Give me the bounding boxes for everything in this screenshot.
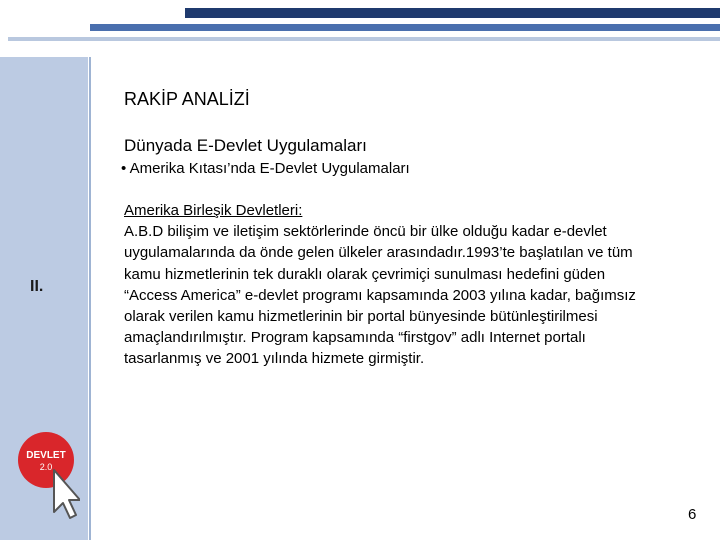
page-number: 6 xyxy=(688,506,697,523)
sidebar-divider xyxy=(89,57,91,540)
logo-text-line2: 2.0 xyxy=(39,462,53,472)
page-subtitle: Dünyada E-Devlet Uygulamaları xyxy=(124,136,367,155)
body-heading: Amerika Birleşik Devletleri: xyxy=(124,202,303,219)
body-paragraph xyxy=(124,200,644,370)
logo-text-line1: DEVLET xyxy=(26,450,66,461)
devlet-logo xyxy=(16,428,80,520)
header-bar-blue xyxy=(90,24,720,31)
section-number: II. xyxy=(30,278,44,295)
header-bar-dark xyxy=(185,8,720,18)
bullet-item: • Amerika Kıtası’nda E-Devlet Uygulamaları xyxy=(121,160,410,177)
body-content: A.B.D bilişim ve iletişim sektörlerinde öncü bir ülke olduğu kadar e-devlet uygulamalarında da önde gelen ülkeler arasındadır.1993’te başlatılan ve tüm kamu hizmetlerinin tek duraklı olarak çevrimiçi sunulması hedefini güden “Access America” e-devlet programı kapsamında 2003 yılına kadar, bağımsız olarak verilen kamu hizmetlerinin bir portal bünyesinde bütünleştirilmesi amaçlandırılmıştır. Program kapsamında “firstgov” adlı Internet portalı tasarlanmış ve 2001 yılında hizmete girmiştir. xyxy=(124,223,636,368)
header-bar-thin xyxy=(8,37,720,41)
page-title: RAKİP ANALİZİ xyxy=(124,89,250,109)
